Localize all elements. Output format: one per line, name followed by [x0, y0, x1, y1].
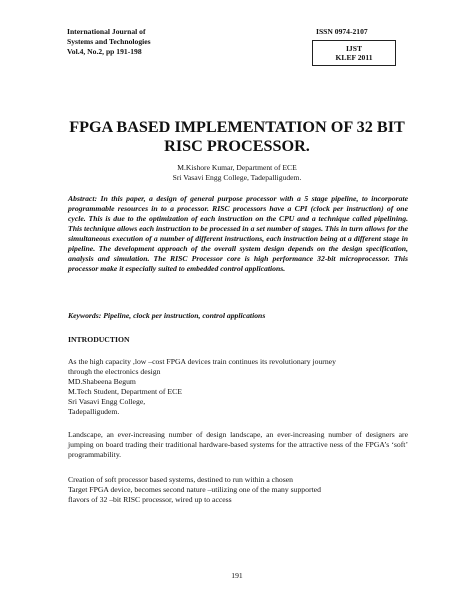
intro-block	[68, 357, 408, 417]
soft-processor-line-1: Creation of soft processor based systems, destined to run within a chosen	[68, 475, 294, 484]
intro-line-2: through the electronics design	[68, 367, 161, 376]
issn-header	[309, 27, 409, 66]
intro-line-1: As the high capacity ,low –cost FPGA devices train continues its revolutionary journey	[68, 357, 336, 366]
author-line-2: Sri Vasavi Engg College, Tadepalligudem.	[172, 173, 302, 182]
journal-name-line-2: Systems and Technologies	[67, 37, 151, 46]
soft-processor-line-2: Target FPGA device, becomes second nature –utilizing one of the many supported	[68, 485, 321, 494]
ijst-box-line-2: KLEF 2011	[335, 53, 373, 62]
intro-line-4: M.Tech Student, Department of ECE	[68, 387, 182, 396]
intro-line-5: Sri Vasavi Engg College,	[68, 397, 146, 406]
intro-line-3: MD.Shabeena Begum	[68, 377, 136, 386]
paper-title-line-2: RISC PROCESSOR.	[164, 137, 310, 155]
journal-volume-line: Vol.4, No.2, pp 191-198	[67, 47, 142, 56]
abstract: Abstract: In this paper, a design of general purpose processor with a 5 stage pipeline, to incorporate programmable resources in to a processor. RISC processors have a CPI (clock per instruction) of one cycle. This is due to the optimization of each instruction on the CPU and a technique called pipelining. This technique allows each instruction to be processed in a set number of stages. This in turn allows for the simultaneous execution of a number of different instructions, each instruction being at a different stage in pipeline. The development approach of the overall system design depends on the design specification, analysis and simulation. The RISC Processor core is high performance 32-bit microprocessor. This processor make it especially suited to embedded control applications.	[68, 194, 409, 273]
ijst-box	[312, 40, 396, 66]
paragraph-soft-processor	[68, 475, 408, 505]
section-heading-introduction: INTRODUCTION	[68, 335, 130, 344]
soft-processor-line-3: flavors of 32 –bit RISC processor, wired up to access	[68, 495, 232, 504]
author-line-1: M.Kishore Kumar, Department of ECE	[177, 163, 297, 172]
keywords: Keywords: Pipeline, clock per instruction, control applications	[68, 311, 266, 320]
author-block	[40, 163, 434, 183]
ijst-box-line-1: IJST	[345, 44, 363, 53]
intro-line-6: Tadepalligudem.	[68, 407, 120, 416]
journal-name-line-1: International Journal of	[67, 27, 146, 36]
issn-number: ISSN 0974-2107	[316, 27, 368, 36]
paper-title-line-1: FPGA BASED IMPLEMENTATION OF 32 BIT	[69, 118, 405, 136]
paragraph-landscape: Landscape, an ever-increasing number of design landscape, an ever-increasing number of designers are jumping on board trading their traditional hardware-based systems for the attractive ness of the FPGA’s ‘soft’ programmability.	[68, 430, 408, 459]
journal-header	[67, 27, 151, 57]
page-number: 191	[231, 571, 243, 580]
paper-title	[40, 118, 434, 156]
